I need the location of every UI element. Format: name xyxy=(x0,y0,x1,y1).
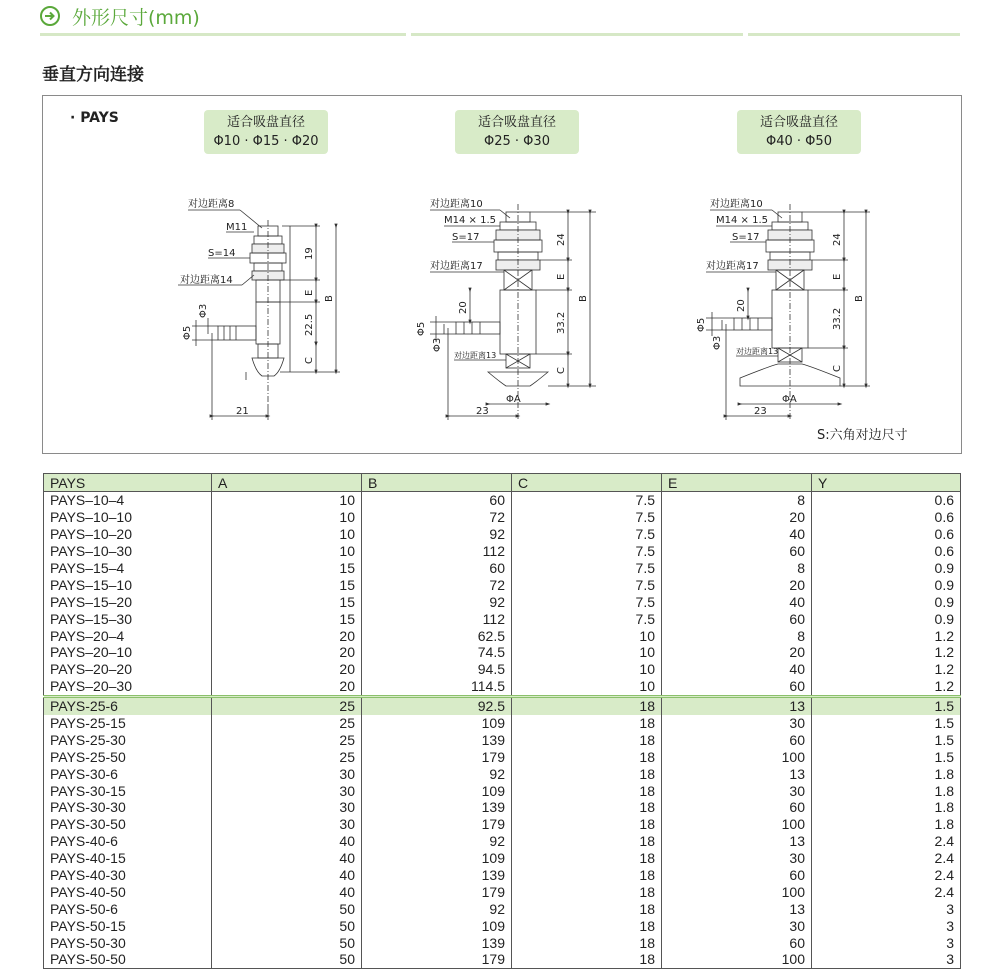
value-cell: 15 xyxy=(212,593,362,610)
value-cell: 2.4 xyxy=(812,850,961,867)
value-cell: 10 xyxy=(212,543,362,560)
value-cell: 179 xyxy=(362,951,512,968)
section-title: 垂直方向连接 xyxy=(42,65,144,85)
column-header: PAYS xyxy=(44,474,212,492)
table-row xyxy=(44,799,961,816)
value-cell: 25 xyxy=(212,696,362,714)
value-cell: 30 xyxy=(662,917,812,934)
value-cell: 18 xyxy=(512,765,662,782)
value-cell: 40 xyxy=(212,850,362,867)
value-cell: 3 xyxy=(812,934,961,951)
table-body xyxy=(44,492,961,969)
model-cell: PAYS–15–30 xyxy=(44,610,212,627)
value-cell: 50 xyxy=(212,900,362,917)
value-cell: 92 xyxy=(362,526,512,543)
value-cell: 114.5 xyxy=(362,678,512,696)
table-row xyxy=(44,610,961,627)
model-cell: PAYS–15–20 xyxy=(44,593,212,610)
model-cell: PAYS–15–10 xyxy=(44,576,212,593)
model-cell: PAYS-50-50 xyxy=(44,951,212,968)
label-dim-e: E xyxy=(304,289,315,296)
table-row xyxy=(44,867,961,884)
table-row xyxy=(44,715,961,732)
value-cell: 0.9 xyxy=(812,560,961,577)
model-cell: PAYS–20–4 xyxy=(44,627,212,644)
value-cell: 1.2 xyxy=(812,661,961,678)
fit-box-title: 适合吸盘直径 xyxy=(477,115,556,130)
label-hex-across-2: 对边距离14 xyxy=(180,275,233,286)
value-cell: 1.5 xyxy=(812,696,961,714)
value-cell: 25 xyxy=(212,715,362,732)
value-cell: 30 xyxy=(212,765,362,782)
value-cell: 100 xyxy=(662,748,812,765)
label-dim-22-5: 22.5 xyxy=(304,313,315,336)
label-phi5: Φ5 xyxy=(182,325,193,340)
table-row xyxy=(44,900,961,917)
value-cell: 18 xyxy=(512,748,662,765)
drawing-note: S:六角对边尺寸 xyxy=(817,428,908,443)
model-cell: PAYS-30-30 xyxy=(44,799,212,816)
column-header: Y xyxy=(812,474,961,492)
value-cell: 18 xyxy=(512,934,662,951)
value-cell: 60 xyxy=(662,934,812,951)
dimensions-table xyxy=(43,473,961,969)
label-phi3: Φ3 xyxy=(432,337,443,352)
fit-box-large xyxy=(737,110,861,154)
value-cell: 30 xyxy=(212,782,362,799)
value-cell: 50 xyxy=(212,934,362,951)
value-cell: 15 xyxy=(212,576,362,593)
value-cell: 0.9 xyxy=(812,610,961,627)
label-dim-33-2: 33.2 xyxy=(832,307,843,330)
table-row xyxy=(44,644,961,661)
model-cell: PAYS-25-6 xyxy=(44,696,212,714)
label-dim-23: 23 xyxy=(754,406,767,417)
value-cell: 60 xyxy=(362,560,512,577)
table-row xyxy=(44,748,961,765)
value-cell: 92 xyxy=(362,765,512,782)
value-cell: 0.6 xyxy=(812,526,961,543)
arrow-circle-icon xyxy=(40,6,60,26)
value-cell: 30 xyxy=(662,782,812,799)
value-cell: 92 xyxy=(362,593,512,610)
value-cell: 8 xyxy=(662,560,812,577)
value-cell: 139 xyxy=(362,934,512,951)
value-cell: 18 xyxy=(512,883,662,900)
value-cell: 0.6 xyxy=(812,543,961,560)
value-cell: 15 xyxy=(212,560,362,577)
value-cell: 92 xyxy=(362,900,512,917)
label-dim-20: 20 xyxy=(736,299,747,312)
value-cell: 10 xyxy=(512,627,662,644)
value-cell: 109 xyxy=(362,917,512,934)
value-cell: 7.5 xyxy=(512,560,662,577)
value-cell: 92.5 xyxy=(362,696,512,714)
drawing-label: · PAYS xyxy=(70,110,119,126)
value-cell: 179 xyxy=(362,748,512,765)
table-row xyxy=(44,492,961,509)
model-cell: PAYS–15–4 xyxy=(44,560,212,577)
value-cell: 60 xyxy=(662,543,812,560)
value-cell: 18 xyxy=(512,816,662,833)
value-cell: 40 xyxy=(662,661,812,678)
value-cell: 20 xyxy=(662,576,812,593)
label-dim-20: 20 xyxy=(458,301,469,314)
value-cell: 112 xyxy=(362,543,512,560)
model-cell: PAYS-30-6 xyxy=(44,765,212,782)
label-dim-19: 19 xyxy=(304,247,315,260)
value-cell: 109 xyxy=(362,782,512,799)
value-cell: 7.5 xyxy=(512,492,662,509)
value-cell: 3 xyxy=(812,900,961,917)
fit-box-sizes: Φ40 · Φ50 xyxy=(766,134,832,149)
header-divider xyxy=(40,33,406,36)
label-phi3: Φ3 xyxy=(712,335,723,350)
fit-box-small xyxy=(204,110,328,154)
label-dim-c: C xyxy=(556,367,567,374)
label-dim-23: 23 xyxy=(476,406,489,417)
value-cell: 1.8 xyxy=(812,782,961,799)
label-dim-a: ΦA xyxy=(782,394,797,405)
value-cell: 60 xyxy=(362,492,512,509)
value-cell: 50 xyxy=(212,917,362,934)
label-phi3: Φ3 xyxy=(198,303,209,318)
value-cell: 10 xyxy=(212,492,362,509)
label-dim-e: E xyxy=(556,273,567,280)
model-cell: PAYS-25-30 xyxy=(44,731,212,748)
value-cell: 18 xyxy=(512,917,662,934)
model-cell: PAYS–10–4 xyxy=(44,492,212,509)
value-cell: 25 xyxy=(212,748,362,765)
label-dim-b: B xyxy=(324,295,335,302)
value-cell: 112 xyxy=(362,610,512,627)
value-cell: 13 xyxy=(662,765,812,782)
value-cell: 1.5 xyxy=(812,715,961,732)
value-cell: 18 xyxy=(512,696,662,714)
model-cell: PAYS-40-30 xyxy=(44,867,212,884)
table-row xyxy=(44,951,961,968)
value-cell: 1.8 xyxy=(812,799,961,816)
value-cell: 0.6 xyxy=(812,492,961,509)
value-cell: 18 xyxy=(512,782,662,799)
model-cell: PAYS-25-50 xyxy=(44,748,212,765)
value-cell: 40 xyxy=(212,833,362,850)
value-cell: 20 xyxy=(212,644,362,661)
value-cell: 2.4 xyxy=(812,867,961,884)
model-cell: PAYS-40-15 xyxy=(44,850,212,867)
table-header-row xyxy=(44,474,961,492)
label-dim-b: B xyxy=(578,295,589,302)
value-cell: 18 xyxy=(512,731,662,748)
label-thread: M14 × 1.5 xyxy=(444,215,496,226)
value-cell: 10 xyxy=(212,509,362,526)
label-thread: M14 × 1.5 xyxy=(716,215,768,226)
model-cell: PAYS-50-6 xyxy=(44,900,212,917)
fit-box-title: 适合吸盘直径 xyxy=(759,115,838,130)
model-cell: PAYS-50-15 xyxy=(44,917,212,934)
value-cell: 7.5 xyxy=(512,526,662,543)
table-row xyxy=(44,526,961,543)
value-cell: 8 xyxy=(662,492,812,509)
table-row xyxy=(44,731,961,748)
fit-box-sizes: Φ10 · Φ15 · Φ20 xyxy=(213,134,319,149)
label-dim-b: B xyxy=(854,295,865,302)
label-phi5: Φ5 xyxy=(696,317,707,332)
value-cell: 30 xyxy=(662,715,812,732)
value-cell: 13 xyxy=(662,900,812,917)
value-cell: 1.2 xyxy=(812,627,961,644)
table-row xyxy=(44,543,961,560)
value-cell: 60 xyxy=(662,678,812,696)
page-title: 外形尺寸(mm) xyxy=(72,7,200,29)
label-hex-across-3: 对边距离13 xyxy=(454,351,497,360)
label-dim-21: 21 xyxy=(236,406,249,417)
column-header: B xyxy=(362,474,512,492)
label-thread: M11 xyxy=(226,222,248,233)
value-cell: 7.5 xyxy=(512,509,662,526)
value-cell: 13 xyxy=(662,833,812,850)
value-cell: 30 xyxy=(212,816,362,833)
value-cell: 10 xyxy=(212,526,362,543)
value-cell: 1.8 xyxy=(812,816,961,833)
table-row xyxy=(44,696,961,714)
value-cell: 109 xyxy=(362,715,512,732)
table-row xyxy=(44,593,961,610)
header-divider xyxy=(748,33,960,36)
label-dim-e: E xyxy=(832,273,843,280)
value-cell: 7.5 xyxy=(512,543,662,560)
table-row xyxy=(44,816,961,833)
value-cell: 60 xyxy=(662,799,812,816)
label-hex-across-2: 对边距离17 xyxy=(430,261,483,272)
table-row xyxy=(44,833,961,850)
value-cell: 18 xyxy=(512,799,662,816)
value-cell: 100 xyxy=(662,883,812,900)
value-cell: 139 xyxy=(362,799,512,816)
table-row xyxy=(44,850,961,867)
value-cell: 20 xyxy=(662,644,812,661)
value-cell: 18 xyxy=(512,715,662,732)
label-hex-across-2: 对边距离17 xyxy=(706,261,759,272)
value-cell: 3 xyxy=(812,917,961,934)
fit-box-title: 适合吸盘直径 xyxy=(226,115,305,130)
label-dim-c: C xyxy=(304,357,315,364)
label-hex-across: 对边距离10 xyxy=(430,199,483,210)
label-dim-c: C xyxy=(832,365,843,372)
table-row xyxy=(44,883,961,900)
model-cell: PAYS–20–30 xyxy=(44,678,212,696)
value-cell: 25 xyxy=(212,731,362,748)
value-cell: 1.5 xyxy=(812,731,961,748)
table-row xyxy=(44,917,961,934)
value-cell: 40 xyxy=(212,867,362,884)
label-hex-across: 对边距离10 xyxy=(710,199,763,210)
table-row xyxy=(44,627,961,644)
value-cell: 0.9 xyxy=(812,593,961,610)
value-cell: 2.4 xyxy=(812,883,961,900)
model-cell: PAYS–20–20 xyxy=(44,661,212,678)
value-cell: 40 xyxy=(212,883,362,900)
value-cell: 18 xyxy=(512,850,662,867)
value-cell: 60 xyxy=(662,867,812,884)
value-cell: 74.5 xyxy=(362,644,512,661)
value-cell: 7.5 xyxy=(512,576,662,593)
model-cell: PAYS–10–10 xyxy=(44,509,212,526)
label-s: S=14 xyxy=(208,248,236,259)
table-row xyxy=(44,678,961,696)
table-row xyxy=(44,934,961,951)
value-cell: 92 xyxy=(362,833,512,850)
value-cell: 18 xyxy=(512,867,662,884)
column-header: C xyxy=(512,474,662,492)
label-dim-24: 24 xyxy=(556,233,567,246)
value-cell: 20 xyxy=(662,509,812,526)
value-cell: 1.2 xyxy=(812,644,961,661)
value-cell: 1.5 xyxy=(812,748,961,765)
header-divider xyxy=(411,33,743,36)
column-header: A xyxy=(212,474,362,492)
fit-box-sizes: Φ25 · Φ30 xyxy=(484,134,550,149)
table-row xyxy=(44,661,961,678)
value-cell: 139 xyxy=(362,731,512,748)
value-cell: 94.5 xyxy=(362,661,512,678)
label-dim-a: ΦA xyxy=(506,394,521,405)
value-cell: 0.6 xyxy=(812,509,961,526)
label-s: S=17 xyxy=(732,232,760,243)
value-cell: 100 xyxy=(662,951,812,968)
value-cell: 30 xyxy=(662,850,812,867)
value-cell: 60 xyxy=(662,610,812,627)
value-cell: 179 xyxy=(362,883,512,900)
value-cell: 10 xyxy=(512,678,662,696)
value-cell: 8 xyxy=(662,627,812,644)
table-row xyxy=(44,765,961,782)
column-header: E xyxy=(662,474,812,492)
label-hex-across: 对边距离8 xyxy=(188,199,235,210)
value-cell: 30 xyxy=(212,799,362,816)
value-cell: 18 xyxy=(512,833,662,850)
value-cell: 20 xyxy=(212,627,362,644)
label-hex-across-3: 对边距离13 xyxy=(736,347,779,356)
label-dim-33-2: 33.2 xyxy=(556,311,567,334)
value-cell: 13 xyxy=(662,696,812,714)
value-cell: 0.9 xyxy=(812,576,961,593)
table-row xyxy=(44,782,961,799)
value-cell: 2.4 xyxy=(812,833,961,850)
value-cell: 18 xyxy=(512,900,662,917)
value-cell: 72 xyxy=(362,576,512,593)
value-cell: 7.5 xyxy=(512,593,662,610)
value-cell: 18 xyxy=(512,951,662,968)
value-cell: 40 xyxy=(662,593,812,610)
value-cell: 3 xyxy=(812,951,961,968)
value-cell: 1.8 xyxy=(812,765,961,782)
value-cell: 179 xyxy=(362,816,512,833)
value-cell: 62.5 xyxy=(362,627,512,644)
fit-box-medium xyxy=(455,110,579,154)
model-cell: PAYS-30-15 xyxy=(44,782,212,799)
model-cell: PAYS-25-15 xyxy=(44,715,212,732)
table-row xyxy=(44,576,961,593)
model-cell: PAYS-50-30 xyxy=(44,934,212,951)
table-row xyxy=(44,560,961,577)
label-dim-24: 24 xyxy=(832,233,843,246)
model-cell: PAYS-40-50 xyxy=(44,883,212,900)
value-cell: 1.2 xyxy=(812,678,961,696)
model-cell: PAYS–20–10 xyxy=(44,644,212,661)
value-cell: 109 xyxy=(362,850,512,867)
value-cell: 72 xyxy=(362,509,512,526)
model-cell: PAYS-40-6 xyxy=(44,833,212,850)
label-phi5: Φ5 xyxy=(416,321,427,336)
label-s: S=17 xyxy=(452,232,480,243)
model-cell: PAYS–10–20 xyxy=(44,526,212,543)
value-cell: 7.5 xyxy=(512,610,662,627)
model-cell: PAYS-30-50 xyxy=(44,816,212,833)
model-cell: PAYS–10–30 xyxy=(44,543,212,560)
value-cell: 50 xyxy=(212,951,362,968)
value-cell: 60 xyxy=(662,731,812,748)
value-cell: 15 xyxy=(212,610,362,627)
value-cell: 20 xyxy=(212,661,362,678)
value-cell: 20 xyxy=(212,678,362,696)
value-cell: 100 xyxy=(662,816,812,833)
value-cell: 10 xyxy=(512,661,662,678)
value-cell: 10 xyxy=(512,644,662,661)
value-cell: 139 xyxy=(362,867,512,884)
value-cell: 40 xyxy=(662,526,812,543)
table-row xyxy=(44,509,961,526)
